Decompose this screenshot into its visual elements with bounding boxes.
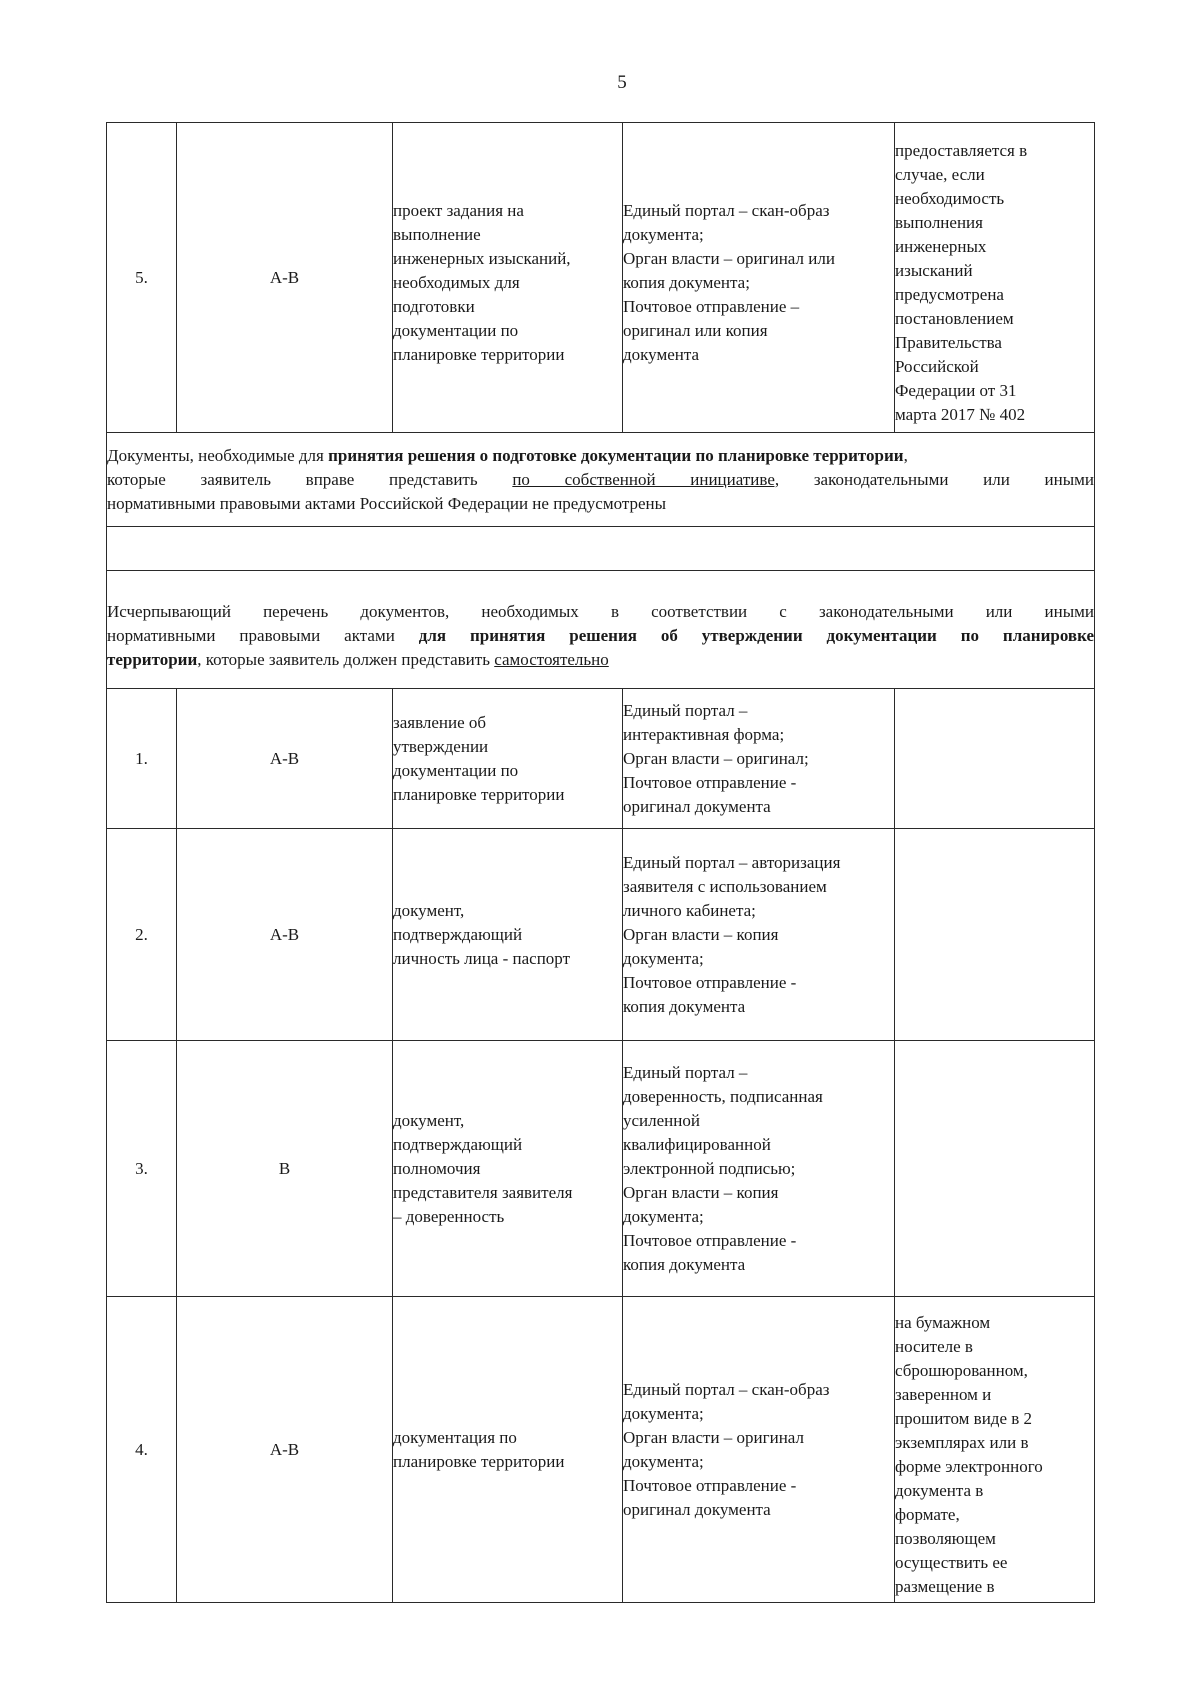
cell-line: заверенном и — [895, 1384, 992, 1404]
document-note — [895, 123, 1095, 433]
optional-documents-note: Документы, необходимые для принятия решения о подготовке документации по планировке территории, которые заявитель вправе представить по собственной инициативе, законодательными или иными нормативными правовыми актами Российской Федерации не предусмотрены — [107, 433, 1095, 527]
cell-line: экземплярах или в — [895, 1432, 1029, 1452]
applicant-category: А-В — [177, 829, 393, 1041]
cell-line: документация по — [393, 1427, 517, 1447]
cell-line: документа; — [623, 1206, 704, 1226]
table-row — [107, 123, 1095, 433]
cell-line: документа — [623, 344, 700, 364]
cell-line: планировке территории — [393, 784, 565, 804]
submission-method — [623, 689, 895, 829]
document-name — [393, 1041, 623, 1297]
cell-line: Почтовое отправление - — [623, 772, 797, 792]
row-number: 3. — [107, 1041, 177, 1297]
cell-line: на бумажном — [895, 1312, 991, 1332]
cell-line: усиленной — [623, 1110, 700, 1130]
empty-row — [107, 527, 1095, 571]
document-name — [393, 829, 623, 1041]
cell-line: Федерации от 31 — [895, 380, 1017, 400]
cell-line: позволяющем — [895, 1528, 996, 1548]
cell-line: формате, — [895, 1504, 960, 1524]
cell-line: заявителя с использованием — [623, 876, 827, 896]
documents-table — [106, 122, 1095, 1603]
cell-line: копия документа — [623, 996, 746, 1016]
cell-line: оригинал или копия — [623, 320, 768, 340]
submission-method — [623, 123, 895, 433]
cell-line: Правительства — [895, 332, 1002, 352]
cell-line: документ, — [393, 900, 465, 920]
cell-line: документа; — [623, 1451, 704, 1471]
cell-line: размещение в — [895, 1576, 995, 1596]
cell-line: планировке территории — [393, 344, 565, 364]
section-header-row — [107, 571, 1095, 689]
cell-line: документа; — [623, 1403, 704, 1423]
applicant-category: В — [177, 1041, 393, 1297]
cell-line: полномочия — [393, 1158, 481, 1178]
cell-line: оригинал документа — [623, 796, 771, 816]
cell-line: предоставляется в — [895, 140, 1028, 160]
document-note — [895, 1297, 1095, 1603]
cell-line: сброшюрованном, — [895, 1360, 1028, 1380]
cell-line: Почтовое отправление - — [623, 1230, 797, 1250]
cell-line: прошитом виде в 2 — [895, 1408, 1033, 1428]
section-header-row — [107, 433, 1095, 527]
applicant-category: А-В — [177, 689, 393, 829]
table-row — [107, 1297, 1095, 1603]
cell-line: необходимых для — [393, 272, 520, 292]
cell-line: утверждении — [393, 736, 489, 756]
submission-method — [623, 1297, 895, 1603]
cell-line: необходимость — [895, 188, 1005, 208]
cell-line: документ, — [393, 1110, 465, 1130]
cell-line: представителя заявителя — [393, 1182, 573, 1202]
cell-line: документации по — [393, 760, 519, 780]
cell-line: копия документа — [623, 1254, 746, 1274]
cell-line: подтверждающий — [393, 924, 523, 944]
table-row — [107, 829, 1095, 1041]
cell-line: Орган власти – копия — [623, 1182, 779, 1202]
cell-line: документа в — [895, 1480, 984, 1500]
cell-line: документа; — [623, 948, 704, 968]
cell-line: предусмотрена — [895, 284, 1004, 304]
cell-line: выполнения — [895, 212, 983, 232]
cell-line: документа; — [623, 224, 704, 244]
cell-line: личного кабинета; — [623, 900, 756, 920]
cell-line: подтверждающий — [393, 1134, 523, 1154]
cell-line: постановлением — [895, 308, 1014, 328]
cell-line: электронной подписью; — [623, 1158, 796, 1178]
cell-line: Российской — [895, 356, 979, 376]
cell-line: Орган власти – оригинал; — [623, 748, 809, 768]
document-note — [895, 689, 1095, 829]
cell-line: Единый портал – скан-образ — [623, 1379, 830, 1399]
cell-line: подготовки — [393, 296, 475, 316]
cell-line: Почтовое отправление – — [623, 296, 800, 316]
document-note — [895, 1041, 1095, 1297]
table-row — [107, 1041, 1095, 1297]
cell-line: Орган власти – оригинал или — [623, 248, 835, 268]
cell-line: инженерных — [895, 236, 987, 256]
cell-line: случае, если — [895, 164, 985, 184]
cell-line: выполнение — [393, 224, 481, 244]
applicant-category: А-В — [177, 123, 393, 433]
submission-method — [623, 1041, 895, 1297]
submission-method — [623, 829, 895, 1041]
document-name — [393, 1297, 623, 1603]
cell-line: доверенность, подписанная — [623, 1086, 823, 1106]
cell-line: проект задания на — [393, 200, 524, 220]
row-number: 2. — [107, 829, 177, 1041]
cell-line: изысканий — [895, 260, 973, 280]
cell-line: носителе в — [895, 1336, 973, 1356]
cell-line: осуществить ее — [895, 1552, 1008, 1572]
applicant-category: А-В — [177, 1297, 393, 1603]
cell-line: планировке территории — [393, 1451, 565, 1471]
cell-line: инженерных изысканий, — [393, 248, 571, 268]
cell-line: Почтовое отправление - — [623, 1475, 797, 1495]
row-number: 1. — [107, 689, 177, 829]
cell-line: Единый портал – — [623, 1062, 748, 1082]
cell-line: личность лица - паспорт — [393, 948, 571, 968]
cell-line: марта 2017 № 402 — [895, 404, 1026, 424]
required-documents-heading: Исчерпывающий перечень документов, необходимых в соответствии с законодательными или иными нормативными правовыми актами для принятия решения об утверждении документации по планировке территории, которые заявитель должен представить самостоятельно — [107, 571, 1095, 689]
cell-line: интерактивная форма; — [623, 724, 785, 744]
row-number: 5. — [107, 123, 177, 433]
cell-line: документации по — [393, 320, 519, 340]
cell-line: – доверенность — [393, 1206, 505, 1226]
cell-line: копия документа; — [623, 272, 750, 292]
document-name — [393, 689, 623, 829]
cell-line: квалифицированной — [623, 1134, 771, 1154]
page-number: 5 — [617, 72, 627, 93]
row-number: 4. — [107, 1297, 177, 1603]
document-note — [895, 829, 1095, 1041]
cell-line: Единый портал – — [623, 700, 748, 720]
cell-line: заявление об — [393, 712, 487, 732]
cell-line: Почтовое отправление - — [623, 972, 797, 992]
cell-line: Орган власти – копия — [623, 924, 779, 944]
cell-line: Орган власти – оригинал — [623, 1427, 804, 1447]
cell-line: форме электронного — [895, 1456, 1043, 1476]
document-name — [393, 123, 623, 433]
cell-line: Единый портал – скан-образ — [623, 200, 830, 220]
cell-line: оригинал документа — [623, 1499, 771, 1519]
cell-line: Единый портал – авторизация — [623, 852, 841, 872]
empty-cell — [107, 527, 1095, 571]
table-row — [107, 689, 1095, 829]
